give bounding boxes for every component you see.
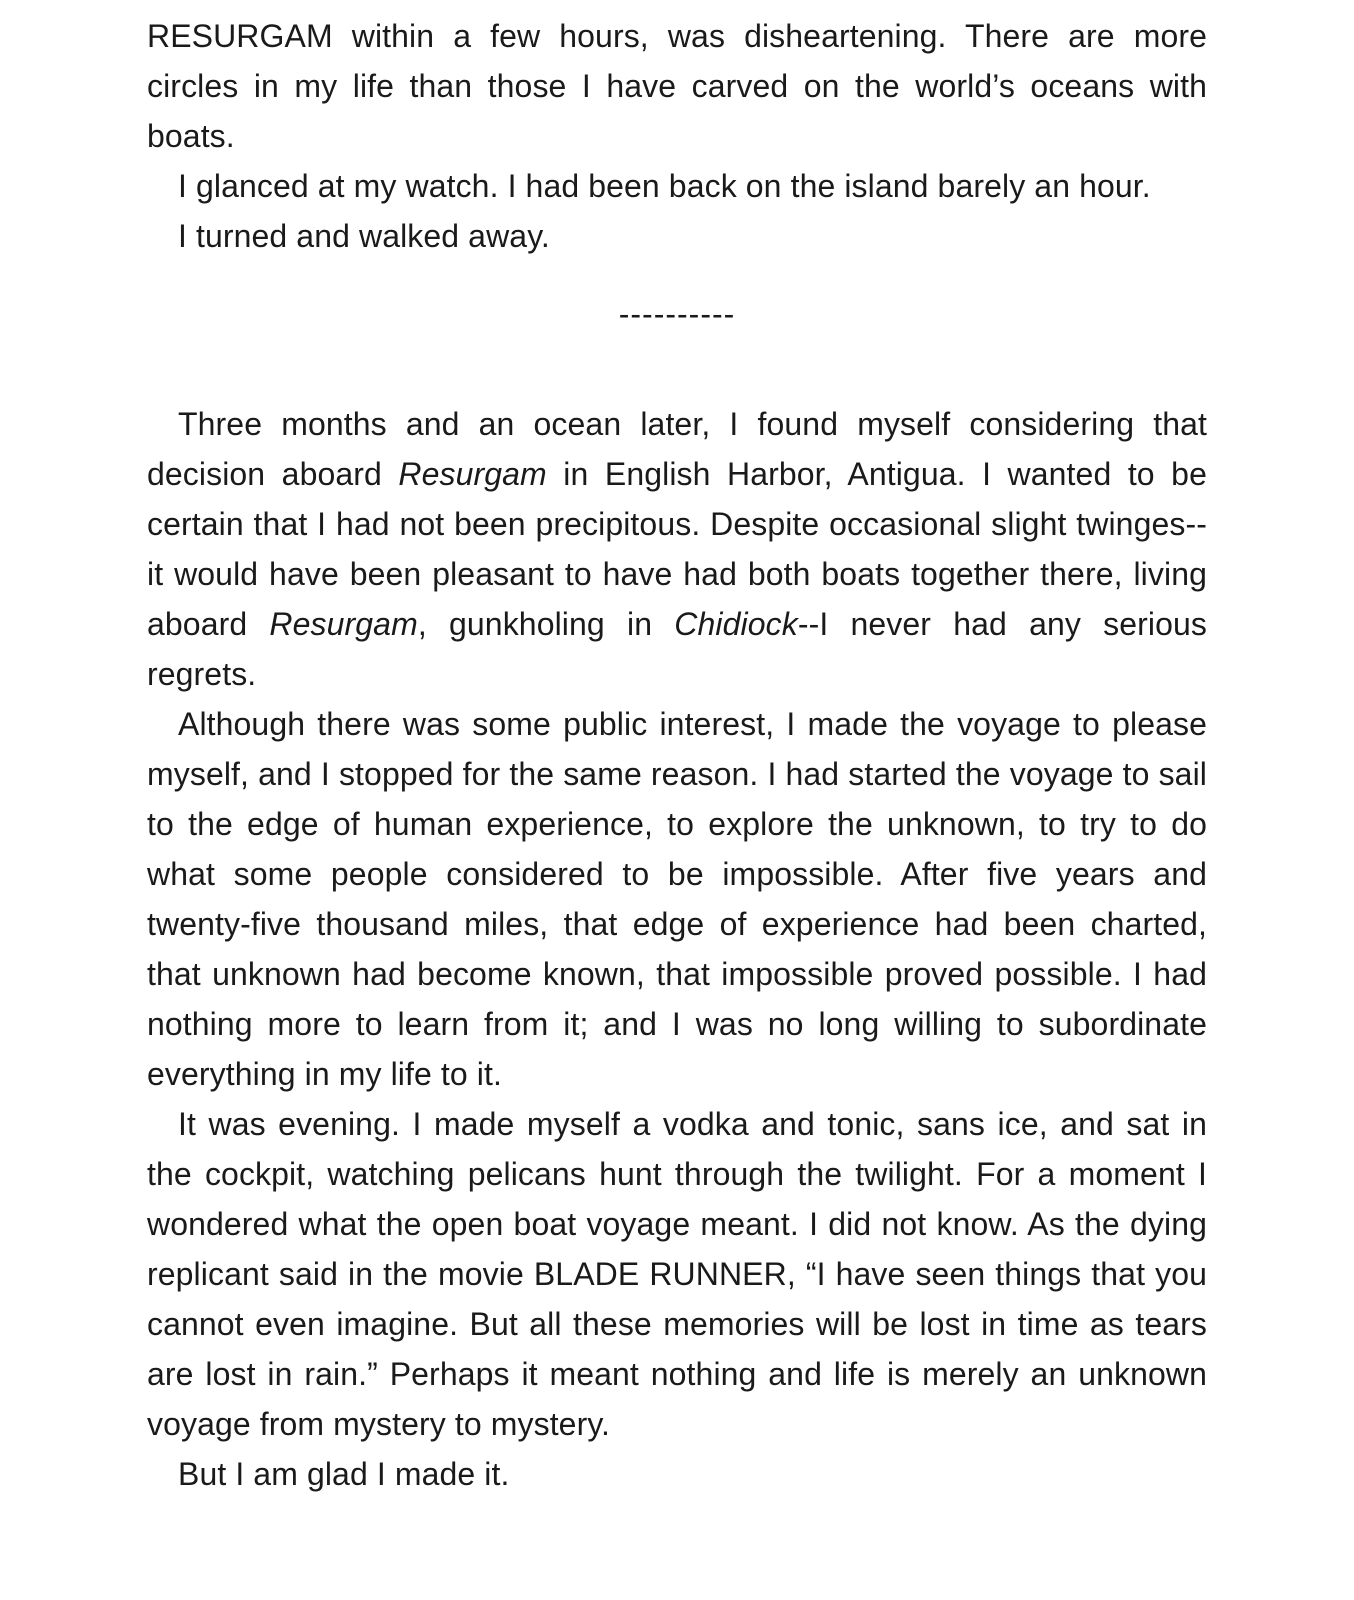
p4-text-g: --I never had any serious regrets.	[147, 606, 1208, 692]
boat-name-chidiock: Chidiock	[674, 606, 798, 642]
paragraph-public-interest: Although there was some public interest, I made the voyage to please myself, and I stopped for the same reason. I had started the voyage to sail to the edge of human experience, to explore the unknown, to try to do what some people considered to be impossible. After five years and twenty-five thousand miles, that edge of experience had been charted, that unknown had become known, that impossible proved possible. I had nothing more to learn from it; and I was no long willing to subordinate everything in my life to it.	[147, 706, 1207, 1092]
paragraph-evening: It was evening. I made myself a vodka and tonic, sans ice, and sat in the cockpit, watching pelicans hunt through the twilight. For a moment I wondered what the open boat voyage meant. I did not know. As the dying replicant said in the movie BLADE RUNNER, “I have seen things that you cannot even imagine. But all these memories will be lost in time as tears are lost in rain.” Perhaps it meant nothing and life is merely an unknown voyage from mystery to mystery.	[147, 1106, 1207, 1442]
p4-text-e: , gunkholing in	[417, 606, 675, 642]
paragraph-watch: I glanced at my watch. I had been back on the island barely an hour.	[178, 168, 1151, 204]
p4-text-a: Three months and an ocean later, I found myself considering that decision aboard	[147, 406, 1207, 492]
boat-name-resurgam-2: Resurgam	[269, 606, 418, 642]
paragraph-glad: But I am glad I made it.	[178, 1456, 510, 1492]
paragraph-resurgam-circles: RESURGAM within a few hours, was disheartening. There are more circles in my life than those I have carved on the world’s oceans with boats.	[147, 18, 1207, 154]
section-separator: ----------	[618, 296, 736, 332]
p4-text-c: in English Harbor, Antigua. I wanted to be certain that I had not been precipitous. Despite occasional slight twinges--it would have been pleasant to have had both boats together there, living aboard	[147, 456, 1207, 642]
book-page	[147, 11, 1207, 1499]
section-spacer	[147, 339, 1207, 399]
paragraph-walked-away: I turned and walked away.	[178, 218, 550, 254]
boat-name-resurgam: Resurgam	[398, 456, 547, 492]
paragraph-three-months	[147, 399, 1207, 699]
